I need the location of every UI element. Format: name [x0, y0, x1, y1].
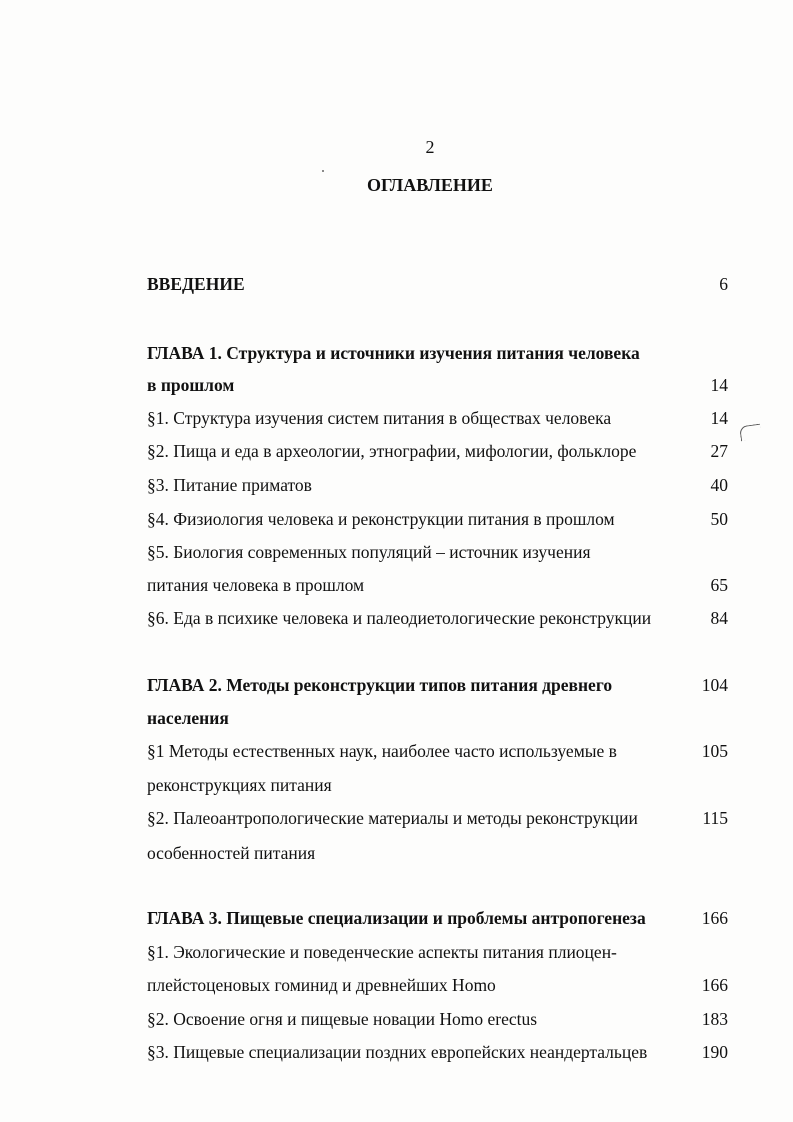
toc-ch1-sec5-line2: питания человека в прошлом: [147, 575, 365, 595]
toc-chapter2-title-line2: населения: [147, 708, 229, 728]
toc-ch2-sec1-line2: реконструкциях питания: [147, 775, 332, 795]
toc-ch1-sec2-page: 27: [710, 441, 728, 461]
toc-chapter3-title: ГЛАВА 3. Пищевые специализации и проблемы антропогенеза: [147, 908, 646, 928]
toc-intro-page: 6: [719, 274, 728, 294]
toc-ch3-sec1-line1: §1. Экологические и поведенческие аспекты питания плиоцен-: [147, 942, 617, 962]
toc-chapter2-page: 104: [701, 675, 728, 695]
toc-chapter2-title-line1: ГЛАВА 2. Методы реконструкции типов питания древнего: [147, 675, 613, 695]
page-number: 2: [425, 137, 435, 157]
toc-ch1-sec4-page: 50: [710, 509, 728, 529]
pencil-mark: [739, 424, 762, 442]
toc-ch3-sec2-page: 183: [701, 1009, 728, 1029]
toc-ch1-sec6-page: 84: [710, 608, 728, 628]
toc-chapter3-page: 166: [701, 908, 728, 928]
toc-ch2-sec1-line1: §1 Методы естественных наук, наиболее часто используемые в: [147, 741, 617, 761]
toc-ch1-sec1: §1. Структура изучения систем питания в обществах человека: [147, 408, 612, 428]
toc-ch1-sec4: §4. Физиология человека и реконструкции питания в прошлом: [147, 509, 615, 529]
toc-ch3-sec1-page: 166: [701, 975, 728, 995]
toc-ch2-sec1-page: 105: [701, 741, 728, 761]
toc-chapter1-page: 14: [710, 375, 728, 395]
toc-ch1-sec2: §2. Пища и еда в археологии, этнографии, мифологии, фольклоре: [147, 441, 637, 461]
toc-chapter1-title-line1: ГЛАВА 1. Структура и источники изучения питания человека: [147, 343, 640, 363]
toc-ch1-sec3-page: 40: [710, 475, 728, 495]
toc-chapter1-title-line2: в прошлом: [147, 375, 235, 395]
toc-ch2-sec2-page: 115: [702, 808, 728, 828]
toc-ch1-sec6: §6. Еда в психике человека и палеодиетологические реконструкции: [147, 608, 652, 628]
scan-speck: [322, 170, 324, 172]
toc-ch3-sec3: §3. Пищевые специализации поздних европейских неандертальцев: [147, 1042, 648, 1062]
toc-title: ОГЛАВЛЕНИЕ: [367, 175, 493, 195]
toc-intro-label: ВВЕДЕНИЕ: [147, 274, 245, 294]
toc-ch1-sec5-line1: §5. Биология современных популяций – источник изучения: [147, 542, 591, 562]
toc-ch1-sec1-page: 14: [710, 408, 728, 428]
toc-ch3-sec1-line2: плейстоценовых гоминид и древнейших Homo: [147, 975, 496, 995]
toc-ch1-sec3: §3. Питание приматов: [147, 475, 312, 495]
toc-ch2-sec2-line1: §2. Палеоантропологические материалы и методы реконструкции: [147, 808, 638, 828]
toc-ch3-sec2: §2. Освоение огня и пищевые новации Homo erectus: [147, 1009, 538, 1029]
toc-ch2-sec2-line2: особенностей питания: [147, 843, 316, 863]
toc-ch3-sec3-page: 190: [701, 1042, 728, 1062]
toc-ch1-sec5-page: 65: [710, 575, 728, 595]
